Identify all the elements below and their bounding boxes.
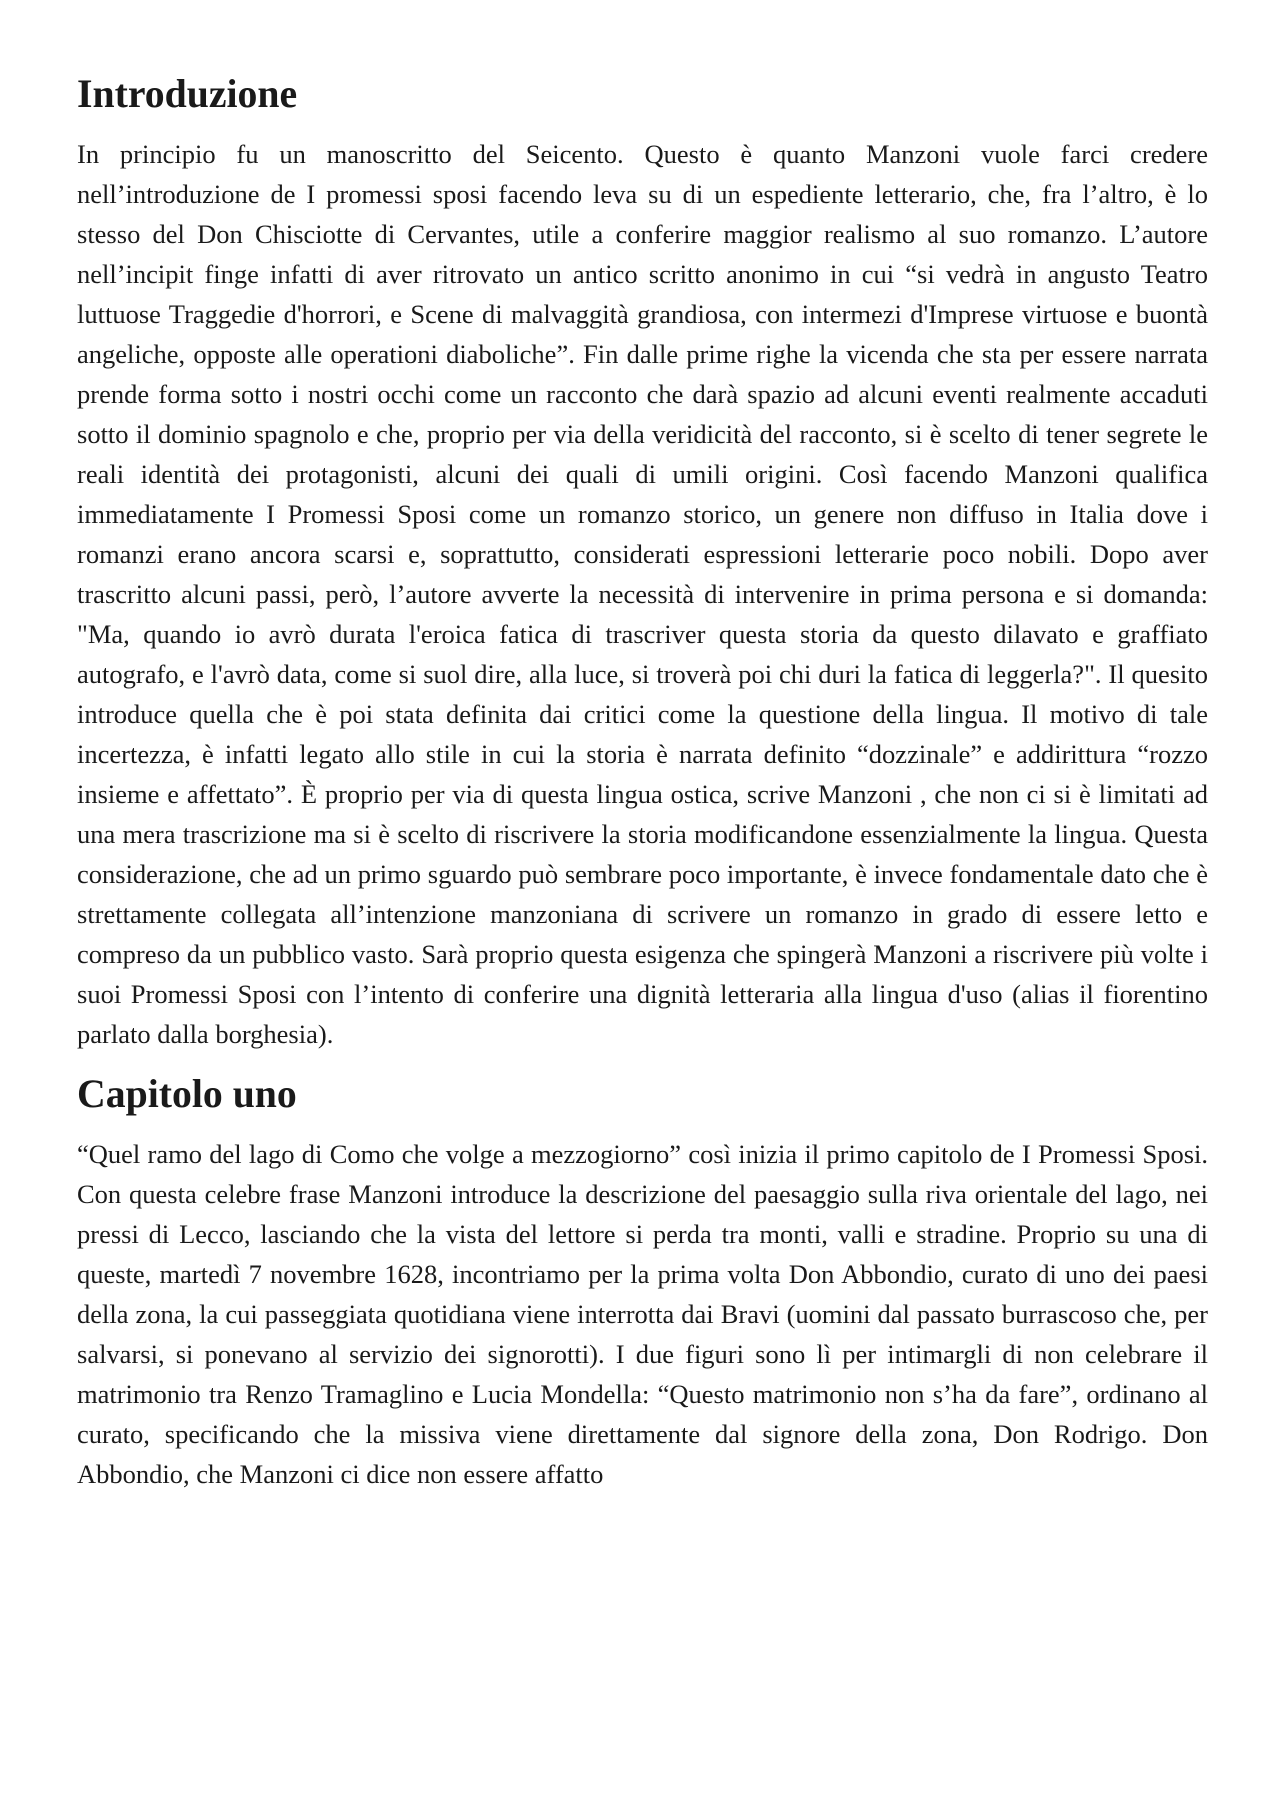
paragraph-capitolo-uno: “Quel ramo del lago di Como che volge a mezzogiorno” così inizia il primo capitolo de I Promessi Sposi. Con questa celebre frase Manzoni introduce la descrizione del paesaggio sulla riva orientale del lago, nei pressi di Lecco, lasciando che la vista del lettore si perda tra monti, valli e stradine. Proprio su una di queste, martedì 7 novembre 1628, incontriamo per la prima volta Don Abbondio, curato di uno dei paesi della zona, la cui passeggiata quotidiana viene interrotta dai Bravi (uomini dal passato burrascoso che, per salvarsi, si ponevano al servizio dei signorotti). I due figuri sono lì per intimargli di non celebrare il matrimonio tra Renzo Tramaglino e Lucia Mondella: “Questo matrimonio non s’ha da fare”, ordinano al curato, specificando che la missiva viene direttamente dal signore della zona, Don Rodrigo. Don Abbondio, che Manzoni ci dice non essere affatto [77,1139,1208,1489]
section-heading-capitolo-uno: Capitolo uno [77,1072,297,1116]
paragraph-introduzione: In principio fu un manoscritto del Seicento. Questo è quanto Manzoni vuole farci credere nell’introduzione de I promessi sposi facendo leva su di un espediente letterario, che, fra l’altro, è lo stesso del Don Chisciotte di Cervantes, utile a conferire maggior realismo al suo romanzo. L’autore nell’incipit finge infatti di aver ritrovato un antico scritto anonimo in cui “si vedrà in angusto Teatro luttuose Traggedie d'horrori, e Scene di malvaggità grandiosa, con intermezi d'Imprese virtuose e buontà angeliche, opposte alle operationi diaboliche”. Fin dalle prime righe la vicenda che sta per essere narrata prende forma sotto i nostri occhi come un racconto che darà spazio ad alcuni eventi realmente accaduti sotto il dominio spagnolo e che, proprio per via della veridicità del racconto, si è scelto di tener segrete le reali identità dei protagonisti, alcuni dei quali di umili origini. Così facendo Manzoni qualifica immediatamente I Promessi Sposi come un romanzo storico, un genere non diffuso in Italia dove i romanzi erano ancora scarsi e, soprattutto, considerati espressioni letterarie poco nobili. Dopo aver trascritto alcuni passi, però, l’autore avverte la necessità di intervenire in prima persona e si domanda: "Ma, quando io avrò durata l'eroica fatica di trascriver questa storia da questo dilavato e graffiato autografo, e l'avrò data, come si suol dire, alla luce, si troverà poi chi duri la fatica di leggerla?". Il quesito introduce quella che è poi stata definita dai critici come la questione della lingua. Il motivo di tale incertezza, è infatti legato allo stile in cui la storia è narrata definito “dozzinale” e addirittura “rozzo insieme e affettato”. È proprio per via di questa lingua ostica, scrive Manzoni , che non ci si è limitati ad una mera trascrizione ma si è scelto di riscrivere la storia modificandone essenzialmente la lingua. Questa considerazione, che ad un primo sguardo può sembrare poco importante, è invece fondamentale dato che è strettamente collegata all’intenzione manzoniana di scrivere un romanzo in grado di essere letto e compreso da un pubblico vasto. Sarà proprio questa esigenza che spingerà Manzoni a riscrivere più volte i suoi Promessi Sposi con l’intento di conferire una dignità letteraria alla lingua d'uso (alias il fiorentino parlato dalla borghesia). [77,139,1208,1049]
section-heading-introduzione: Introduzione [77,72,298,116]
document-page [77,74,1208,1494]
